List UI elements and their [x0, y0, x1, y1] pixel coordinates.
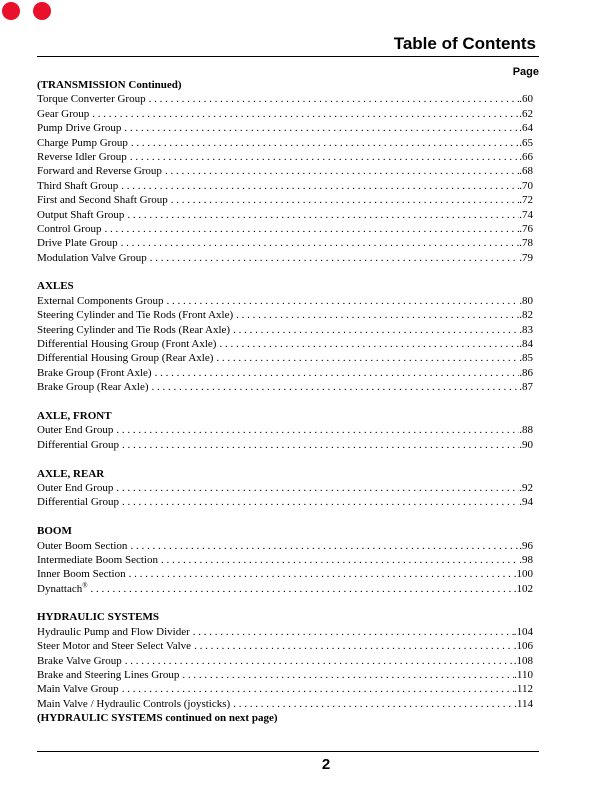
toc-entry[interactable] [37, 539, 533, 553]
dot-leader [182, 668, 514, 682]
toc-entry[interactable] [37, 567, 533, 581]
toc-entry-page: .100 [513, 568, 533, 581]
toc-entry[interactable] [37, 380, 533, 394]
toc-entry-label: Main Valve Group [37, 683, 119, 696]
section-heading: BOOM [37, 525, 72, 538]
dot-leader [216, 351, 519, 365]
toc-entry[interactable] [37, 121, 533, 135]
page-number: 2 [321, 756, 331, 773]
toc-entry[interactable] [37, 654, 533, 668]
toc-section [37, 409, 533, 452]
toc-entry-page: .72 [519, 194, 533, 207]
toc-entry-page: .98 [519, 553, 533, 566]
toc-entry-label: Inner Boom Section [37, 568, 126, 581]
toc-section [37, 467, 533, 510]
toc-entry-page: .60 [519, 93, 533, 106]
toc-entry[interactable] [37, 251, 533, 265]
toc-entry[interactable] [37, 179, 533, 193]
toc-entry-page: .92 [519, 481, 533, 494]
toc-entry-page: .76 [519, 222, 533, 235]
toc-entry[interactable] [37, 136, 533, 150]
toc-entry-page: .66 [519, 150, 533, 163]
page-footer [0, 756, 612, 774]
dot-leader [122, 682, 514, 696]
toc-entry-label: Gear Group [37, 107, 90, 120]
toc-entry[interactable] [37, 150, 533, 164]
toc-entry-page: .88 [519, 424, 533, 437]
dot-leader [233, 323, 519, 337]
toc-entry-label: Steering Cylinder and Tie Rods (Rear Axle) [37, 323, 231, 336]
toc-entry-label: Main Valve / Hydraulic Controls (joysticks) [37, 697, 231, 710]
toc-entry-page: .74 [519, 208, 533, 221]
toc-entry-label: Brake Group (Front Axle) [37, 366, 152, 379]
dot-leader [236, 308, 519, 322]
dot-leader [104, 222, 519, 236]
toc-entry-label: Outer End Group [37, 481, 114, 494]
registered-mark: ® [82, 581, 88, 590]
toc-entry-label: Steer Motor and Steer Select Valve [37, 640, 192, 653]
toc-entry-label: Torque Converter Group [37, 93, 146, 106]
toc-entry[interactable] [37, 351, 533, 365]
toc-entry-page: .68 [519, 165, 533, 178]
dot-leader [130, 539, 519, 553]
toc-entry-page: .86 [519, 366, 533, 379]
toc-entry-page: .94 [519, 496, 533, 509]
toc-entry-label: Outer Boom Section [37, 539, 128, 552]
toc-entry[interactable] [37, 423, 533, 437]
toc-entry-page: .104 [513, 625, 533, 638]
toc-entry-label: First and Second Shaft Group [37, 194, 168, 207]
dot-leader [129, 567, 514, 581]
toc-entry-page: .79 [519, 251, 533, 264]
toc-entry-page: .102 [513, 582, 533, 595]
header-rule [37, 56, 539, 57]
dot-leader [121, 236, 520, 250]
toc-entry-page: .78 [519, 237, 533, 250]
toc-entry[interactable] [37, 107, 533, 121]
toc-entry-page: .83 [519, 323, 533, 336]
toc-entry-label: Intermediate Boom Section [37, 553, 158, 566]
dot-leader [116, 423, 519, 437]
section-continued-note: (HYDRAULIC SYSTEMS continued on next page) [37, 712, 278, 725]
dot-leader [219, 337, 519, 351]
toc-entry-page: .85 [519, 352, 533, 365]
dot-leader [149, 92, 520, 106]
toc-entry-label: Charge Pump Group [37, 136, 128, 149]
toc-entry-page: .112 [514, 683, 533, 696]
toc-entry[interactable] [37, 294, 533, 308]
toc-entry[interactable] [37, 639, 533, 653]
toc-section [37, 524, 533, 596]
toc-entry-label: Steering Cylinder and Tie Rods (Front Axle) [37, 309, 234, 322]
toc-entry-label: Third Shaft Group [37, 179, 119, 192]
dot-leader [233, 697, 514, 711]
dot-leader [124, 121, 519, 135]
toc-entry[interactable] [37, 308, 533, 322]
dot-leader [150, 251, 519, 265]
toc-entry-label: Brake Group (Rear Axle) [37, 381, 149, 394]
toc-entry-label: External Components Group [37, 294, 164, 307]
toc-section [37, 279, 533, 394]
toc-entry-page: .80 [519, 294, 533, 307]
section-heading: AXLE, FRONT [37, 409, 112, 422]
toc-entry-page: .96 [519, 539, 533, 552]
toc-entry[interactable] [37, 438, 533, 452]
toc-entry-label: Control Group [37, 222, 102, 235]
dot-leader [166, 294, 519, 308]
toc-entry-page: .108 [513, 654, 533, 667]
dot-leader [92, 107, 519, 121]
toc-entry-page: .87 [519, 381, 533, 394]
dot-leader [91, 582, 514, 596]
dot-leader [193, 625, 514, 639]
dot-leader [171, 193, 519, 207]
red-dot-decoration [2, 2, 20, 20]
dot-leader [122, 495, 519, 509]
dot-leader [161, 553, 519, 567]
toc-entry[interactable] [37, 668, 533, 682]
toc-entry[interactable] [37, 337, 533, 351]
toc-entry-label: Pump Drive Group [37, 122, 122, 135]
dot-leader [194, 639, 514, 653]
toc-entry[interactable] [37, 236, 533, 250]
toc-entry-label: Hydraulic Pump and Flow Divider [37, 625, 190, 638]
toc-entry[interactable] [37, 553, 533, 567]
page-column-label: Page [512, 66, 539, 78]
toc-entry-page: .114 [514, 697, 533, 710]
dot-leader [125, 654, 514, 668]
toc-entry-label: Differential Housing Group (Front Axle) [37, 338, 217, 351]
toc-section [37, 78, 533, 265]
toc-entry-page: .82 [519, 309, 533, 322]
toc-entry-label: Brake and Steering Lines Group [37, 669, 180, 682]
toc-entry[interactable] [37, 481, 533, 495]
toc-entry-label: Drive Plate Group [37, 237, 118, 250]
toc-entry-label: Reverse Idler Group [37, 150, 127, 163]
dot-leader [122, 438, 519, 452]
footer-rule [37, 751, 539, 752]
toc-entry-page: .110 [514, 669, 533, 682]
toc-entry-page: .64 [519, 122, 533, 135]
toc-entry-label: Outer End Group [37, 424, 114, 437]
page-title: Table of Contents [393, 34, 536, 53]
toc-entry[interactable] [37, 682, 533, 696]
toc-entry[interactable] [37, 164, 533, 178]
dot-leader [127, 208, 519, 222]
toc-entry-page: .65 [519, 136, 533, 149]
section-heading: HYDRAULIC SYSTEMS [37, 611, 159, 624]
toc-entry[interactable] [37, 208, 533, 222]
section-heading: AXLES [37, 280, 74, 293]
dot-leader [165, 164, 519, 178]
dot-leader [121, 179, 519, 193]
section-heading: (TRANSMISSION Continued) [37, 79, 182, 91]
toc-entry-label: Output Shaft Group [37, 208, 125, 221]
toc-entry[interactable] [37, 495, 533, 509]
dot-leader [131, 136, 519, 150]
toc-entry-page: .62 [519, 107, 533, 120]
toc-entry[interactable] [37, 625, 533, 639]
dot-leader [130, 150, 519, 164]
dot-leader [152, 380, 520, 394]
toc-section [37, 610, 533, 725]
toc-entry[interactable] [37, 366, 533, 380]
dot-leader [116, 481, 519, 495]
dot-leader [155, 366, 520, 380]
toc-entry-label: Dynattach® [37, 581, 88, 595]
toc-entry-page: .106 [513, 640, 533, 653]
table-of-contents [37, 78, 533, 726]
toc-entry[interactable] [37, 193, 533, 207]
toc-entry[interactable] [37, 582, 533, 596]
toc-entry[interactable] [37, 697, 533, 711]
toc-entry-label: Brake Valve Group [37, 654, 122, 667]
toc-entry-label: Differential Group [37, 438, 119, 451]
toc-entry[interactable] [37, 92, 533, 106]
toc-entry-label: Modulation Valve Group [37, 251, 147, 264]
red-dot-decoration [33, 2, 51, 20]
toc-entry-label: Differential Group [37, 496, 119, 509]
toc-entry-page: .90 [519, 438, 533, 451]
toc-entry[interactable] [37, 323, 533, 337]
section-heading: AXLE, REAR [37, 467, 105, 480]
toc-entry-label: Forward and Reverse Group [37, 165, 162, 178]
toc-entry-label: Differential Housing Group (Rear Axle) [37, 352, 214, 365]
toc-entry-page: .70 [519, 179, 533, 192]
toc-entry-page: .84 [519, 338, 533, 351]
toc-entry[interactable] [37, 222, 533, 236]
